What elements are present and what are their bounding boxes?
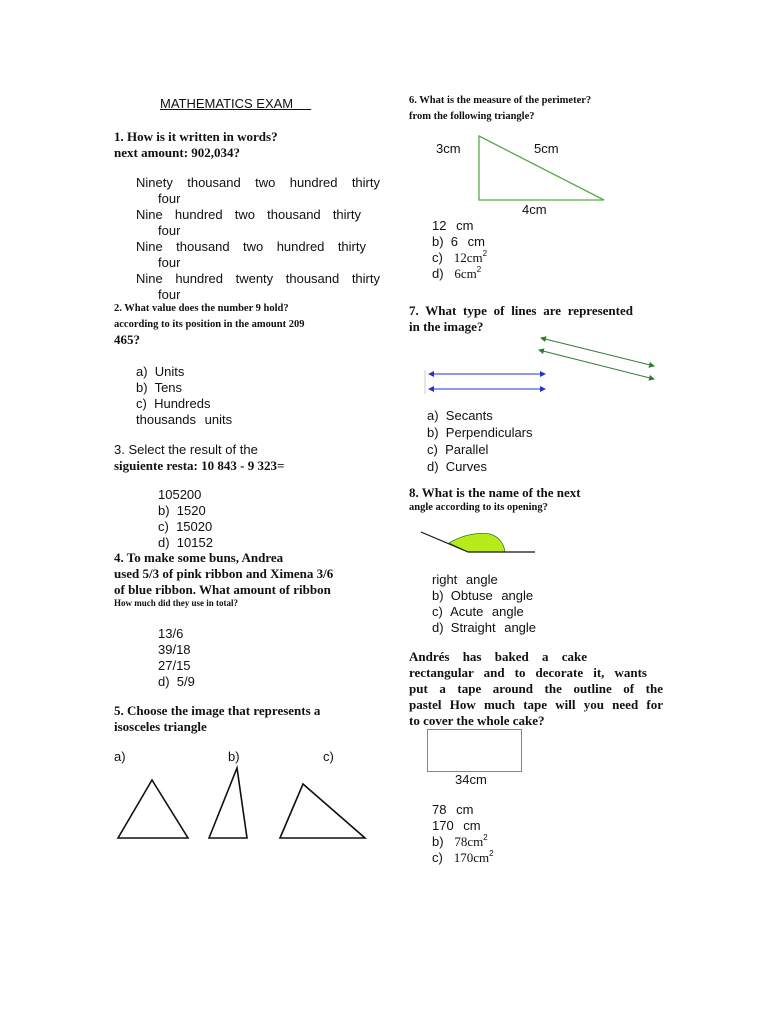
q6-option-c (432, 250, 487, 266)
q7-option-a (427, 407, 533, 424)
q3-line1: 3. Select the result of the (114, 442, 258, 457)
q8-header (409, 485, 581, 515)
q6-option-d-sup: 2 (476, 265, 482, 274)
q2-options (136, 364, 232, 428)
q8-option-c-letter: c) (432, 604, 443, 619)
q6-option-c-sup: 2 (482, 249, 488, 258)
q2-header (114, 302, 354, 348)
q6-side-3cm: 3cm (436, 141, 461, 156)
q7-option-d-letter: d) (427, 459, 439, 474)
q6-option-c-text: 12cm (453, 250, 483, 265)
q2-option-b (136, 380, 232, 396)
q4-option-d-letter: d) (158, 674, 170, 689)
q7-option-c-letter: c) (427, 442, 438, 457)
q9-line5: to cover the whole cake? (409, 713, 545, 728)
q6-side-4cm: 4cm (522, 202, 547, 217)
q9-option-b-letter: b) (432, 834, 444, 849)
q6-option-b-letter: b) (432, 234, 444, 249)
q9-line3: put a tape around the outline of the (409, 681, 663, 696)
q4-option-d-text: 5/9 (176, 674, 195, 689)
q2-option-extra: thousands units (136, 412, 233, 427)
q1-option-4: Nine hundred twenty thousand thirty (136, 271, 380, 286)
q2-option-b-letter: b) (136, 380, 148, 395)
q4-line4: How much did they use in total? (114, 598, 239, 608)
q6-options (432, 218, 487, 282)
q7-line1: 7. What type of lines are represented (409, 303, 633, 318)
triangle-b (209, 768, 247, 838)
q3-line2: siguiente resta: 10 843 - 9 323= (114, 458, 285, 473)
q9-option-1: 78 cm (432, 802, 474, 817)
q3-option-b-letter: b) (158, 503, 170, 518)
q8-line2: angle according to its opening? (409, 502, 548, 513)
q5-header (114, 703, 320, 735)
q2-line3: 465? (114, 332, 140, 347)
q6-header (409, 94, 591, 124)
q5-label-c: c) (323, 749, 334, 764)
q4-option-d (158, 674, 195, 690)
q6-option-d-text: 6cm (454, 266, 477, 281)
q2-line1: 2. What value does the number 9 hold? (114, 303, 289, 314)
exam-title: MATHEMATICS EXAM (160, 96, 294, 111)
q1-option-3-cont: four (158, 255, 181, 270)
q8-options (432, 572, 536, 636)
q7-option-c (427, 441, 533, 458)
q6-triangle (470, 130, 610, 205)
q2-option-c (136, 396, 232, 412)
q2-line2: according to its position in the amount 209 (114, 319, 305, 330)
q1-option-3: Nine thousand two hundred thirty (136, 239, 366, 254)
triangle-c (280, 784, 365, 838)
q8-option-c (432, 604, 536, 620)
q6-option-d-letter: d) (432, 266, 444, 281)
q1-option-4-cont: four (158, 287, 181, 302)
q3-option-c-letter: c) (158, 519, 169, 534)
q2-option-a-text: Units (154, 364, 185, 379)
q4-option-1: 13/6 (158, 626, 184, 641)
q2-option-b-text: Tens (154, 380, 183, 395)
q9-option-c-letter: c) (432, 850, 443, 865)
q8-option-d-text: Straight angle (450, 620, 537, 635)
q6-option-b-text: 6 cm (450, 234, 485, 249)
q1-options (136, 175, 380, 303)
q3-option-c-text: 15020 (176, 519, 213, 534)
q7-option-d-text: Curves (445, 459, 487, 474)
green-line-2 (539, 350, 654, 379)
q1-header (114, 129, 278, 161)
q3-option-b-text: 1520 (176, 503, 206, 518)
q2-option-c-letter: c) (136, 396, 147, 411)
q1-option-1: Ninety thousand two hundred thirty (136, 175, 380, 190)
q7-option-b (427, 424, 533, 441)
q8-line1: 8. What is the name of the next (409, 485, 581, 500)
q6-line1: 6. What is the measure of the perimeter? (409, 95, 592, 106)
q3-option-d-text: 10152 (176, 535, 213, 550)
q4-line2: used 5/3 of pink ribbon and Ximena 3/6 (114, 566, 334, 581)
q4-header (114, 550, 333, 608)
q8-option-d-letter: d) (432, 620, 444, 635)
q5-triangles (110, 760, 380, 850)
q4-option-2: 39/18 (158, 642, 191, 657)
q1-option-2-cont: four (158, 223, 181, 238)
q5-line1: 5. Choose the image that represents a (114, 703, 321, 718)
q3-options (158, 487, 213, 551)
q7-line2: in the image? (409, 319, 484, 334)
q3-option-d (158, 535, 213, 551)
q9-header (409, 649, 663, 729)
q8-option-b-text: Obtuse angle (450, 588, 534, 603)
q4-line3: of blue ribbon. What amount of ribbon (114, 582, 331, 597)
q6-option-a: 12 cm (432, 218, 474, 233)
q9-option-c-sup: 2 (489, 849, 494, 858)
q9-option-c-text: 170cm (453, 850, 490, 865)
q7-header (409, 303, 633, 335)
q3-option-c (158, 519, 213, 535)
q7-option-b-letter: b) (427, 425, 439, 440)
q7-option-b-text: Perpendiculars (445, 425, 533, 440)
q3-header (114, 442, 284, 474)
q9-option-2: 170 cm (432, 818, 481, 833)
q8-angle-figure (415, 525, 540, 560)
q5-line2: isosceles triangle (114, 719, 207, 734)
q7-option-c-text: Parallel (445, 442, 489, 457)
q9-line1: Andrés has baked a cake (409, 649, 587, 664)
q9-option-b-sup: 2 (483, 833, 488, 842)
cake-rectangle (427, 729, 522, 772)
q8-option-a: right angle (432, 572, 498, 587)
q2-option-c-text: Hundreds (154, 396, 211, 411)
q5-label-b: b) (228, 749, 240, 764)
q9-option-b-text: 78cm (454, 834, 484, 849)
q9-options (432, 802, 494, 866)
q1-line1: 1. How is it written in words? (114, 129, 278, 144)
q6-side-5cm: 5cm (534, 141, 559, 156)
q2-option-a (136, 364, 232, 380)
q7-option-d (427, 458, 533, 475)
q9-option-c (432, 850, 494, 866)
q2-option-a-letter: a) (136, 364, 148, 379)
q7-lines-figure (420, 332, 665, 397)
q4-line1: 4. To make some buns, Andrea (114, 550, 284, 565)
q9-rect-label: 34cm (455, 772, 487, 787)
q8-option-b (432, 588, 536, 604)
q1-option-2: Nine hundred two thousand thirty (136, 207, 361, 222)
q7-option-a-letter: a) (427, 408, 439, 423)
q1-option-1-cont: four (158, 191, 181, 206)
q9-line2: rectangular and to decorate it, wants (409, 665, 647, 680)
q6-option-c-letter: c) (432, 250, 443, 265)
angle-arc (449, 533, 505, 552)
q8-option-c-text: Acute angle (450, 604, 524, 619)
q8-option-d (432, 620, 536, 636)
q1-line2: next amount: 902,034? (114, 145, 241, 160)
q6-option-d (432, 266, 487, 282)
q5-label-a: a) (114, 749, 126, 764)
q6-option-b (432, 234, 487, 250)
q6-line2: from the following triangle? (409, 111, 535, 122)
q7-option-a-text: Secants (445, 408, 493, 423)
q7-options (427, 407, 533, 475)
q8-option-b-letter: b) (432, 588, 444, 603)
q4-options (158, 626, 195, 690)
q4-option-3: 27/15 (158, 658, 191, 673)
q9-option-b (432, 834, 494, 850)
triangle-a (118, 780, 188, 838)
q3-option-a: 105200 (158, 487, 202, 502)
q3-option-d-letter: d) (158, 535, 170, 550)
q9-line4: pastel How much tape will you need for (409, 697, 663, 712)
q3-option-b (158, 503, 213, 519)
green-line-1 (541, 338, 654, 366)
